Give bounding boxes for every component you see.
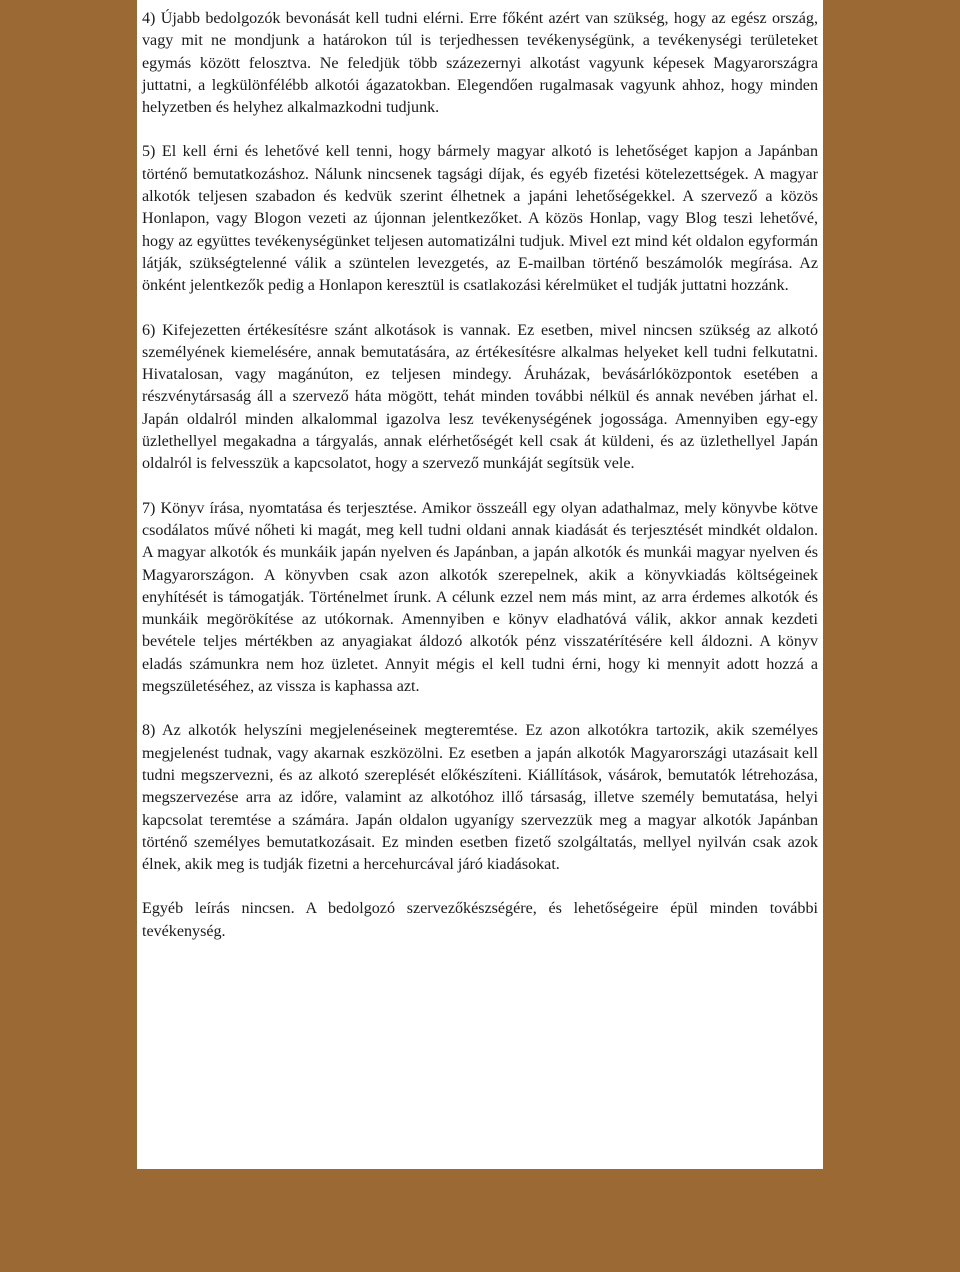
paragraph-6: 6) Kifejezetten értékesítésre szánt alkotások is vannak. Ez esetben, mivel nincsen szükség az alkotó személyének kiemelésére, annak bemutatására, az értékesítésre alkalmas helyeket kell tudni felkutatni. Hivatalosan, vagy magánúton, ez teljesen mindegy. Áruházak, bevásárlóközpontok esetében a részvénytársaság áll a szervező háta mögött, tehát minden további nélkül és annak nevében járhat el. Japán oldalról minden alkalommal igazolva lesz tevékenységének jogossága. Amennyiben egy-egy üzlethellyel megakadna a tárgyalás, annak elérhetőségét kell csak át küldeni, és az üzlethellyel Japán oldalról is felvesszük a kapcsolatot, hogy a szervező munkáját segítsük vele.	[142, 321, 818, 473]
document-page	[137, 0, 823, 1169]
paragraph-4: 4) Újabb bedolgozók bevonását kell tudni elérni. Erre főként azért van szükség, hogy az egész ország, vagy mit ne mondjunk a határokon túl is terjedhessen tevékenységünk, a tevékenységi területeket egymás között felosztva. Ne feledjük több százezernyi alkotást vagyunk képesek Magyarországra juttatni, a legkülönfélébb alkotói ágazatokban. Elegendően rugalmasak vagyunk ahhoz, hogy minden helyzetben és helyhez alkalmazkodni tudjunk.	[142, 10, 818, 117]
closing-paragraph: Egyéb leírás nincsen. A bedolgozó szervezőkészségére, és lehetőségeire épül minden további tevékenység.	[142, 900, 818, 940]
paragraph-8: 8) Az alkotók helyszíni megjelenéseinek megteremtése. Ez azon alkotókra tartozik, akik személyes megjelenést tudnak, vagy akarnak eszközölni. Ez esetben a japán alkotók Magyarországi utazásait kell tudni megszervezni, és az alkotó szereplését előkészíteni. Kiállítások, vásárok, bemutatók létrehozása, megszervezése arra az időre, valamint az alkotóhoz illő társaság, illetve személy bemutatása, helyi kapcsolat teremtése a számára. Japán oldalon ugyanígy szervezzük meg a magyar alkotók Japánban történő személyes bemutatkozásait. Ez minden esetben fizető szolgáltatás, mellyel nyilván csak azok élnek, akik meg is tudják fizetni a hercehurcával járó kiadásokat.	[142, 722, 818, 874]
paragraph-7: 7) Könyv írása, nyomtatása és terjesztése. Amikor összeáll egy olyan adathalmaz, mely könyvbe kötve csodálatos művé nőheti ki magát, meg kell tudni oldani annak kiadását és terjesztését mindkét oldalon. A magyar alkotók és munkáik japán nyelven és Japánban, a japán alkotók és munkái magyar nyelven és Magyarországon. A könyvben csak azon alkotók szerepelnek, akik a könyvkiadás költségeinek enyhítését is támogatják. Történelmet írunk. A célunk ezzel nem más mint, az arra érdemes alkotók és munkáik megörökítése az utókornak. Amennyiben e könyv eladhatóvá válik, akkor annak kezdeti bevétele teljes mértékben az anyagiakat áldozó alkotók pénz visszatérítésére kell áldozni. A könyv eladás számunkra nem hoz üzletet. Annyit mégis el kell tudni érni, hogy ki mennyit adott hozzá a megszületéséhez, az vissza is kaphassa azt.	[142, 499, 818, 696]
paragraph-5: 5) El kell érni és lehetővé kell tenni, hogy bármely magyar alkotó is lehetőséget kapjon a Japánban történő bemutatkozáshoz. Nálunk nincsenek tagsági díjak, és egyéb fizetési kötelezettségek. A magyar alkotók teljesen szabadon és kedvük szerint élhetnek a japáni lehetőségekkel. A szervező a közös Honlapon, vagy Blogon vezeti az újonnan jelentkezőket. A közös Honlap, vagy Blog teszi lehetővé, hogy az együttes tevékenységünket teljesen automatizálni tudjuk. Mivel ezt mind két oldalon egyformán látják, szükségtelenné válik a szüntelen levezgetés, az E-mailban történő beszámolók megírása. Az önként jelentkezők pedig a Honlapon keresztül is csatlakozási kérelmüket el tudják juttatni hozzánk.	[142, 143, 818, 295]
